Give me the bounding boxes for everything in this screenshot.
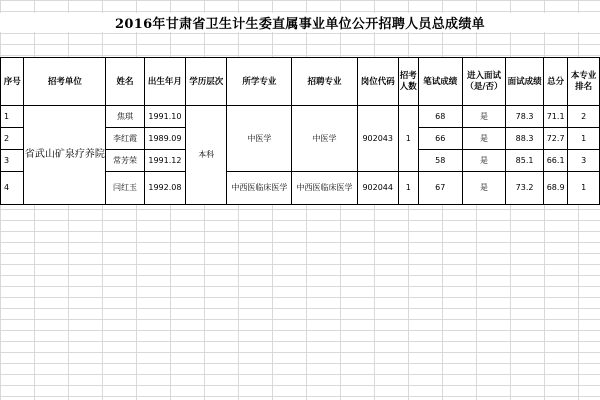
cell-rank: 1 — [568, 128, 600, 150]
cell-enter-interview: 是 — [462, 128, 506, 150]
cell-birth: 1991.10 — [144, 106, 185, 128]
header-row — [1, 58, 600, 106]
header-total: 总分 — [543, 58, 567, 106]
cell-name: 常芳荣 — [106, 150, 145, 172]
cell-interview-score: 88.3 — [506, 128, 544, 150]
cell-post-code: 902044 — [357, 172, 398, 205]
cell-interview-score: 78.3 — [506, 106, 544, 128]
header-quota: 招考人数 — [398, 58, 418, 106]
header-unit: 招考单位 — [24, 58, 106, 106]
header-post-code: 岗位代码 — [357, 58, 398, 106]
cell-quota: 1 — [398, 106, 418, 172]
cell-seq: 2 — [1, 128, 24, 150]
cell-interview-score: 73.2 — [506, 172, 544, 205]
header-enter-interview: 进入面试（是/否） — [462, 58, 506, 106]
page-title: 2016年甘肃省卫生计生委直属事业单位公开招聘人员总成绩单 — [0, 13, 600, 32]
header-education: 学历层次 — [186, 58, 227, 106]
header-interview-score: 面试成绩 — [506, 58, 544, 106]
cell-major: 中医学 — [227, 106, 292, 172]
header-major: 所学专业 — [227, 58, 292, 106]
header-seq: 序号 — [1, 58, 24, 106]
cell-seq: 1 — [1, 106, 24, 128]
cell-total: 72.7 — [543, 128, 567, 150]
cell-name: 焦琪 — [106, 106, 145, 128]
header-job-major: 招聘专业 — [292, 58, 357, 106]
cell-total: 66.1 — [543, 150, 567, 172]
cell-quota: 1 — [398, 172, 418, 205]
cell-enter-interview: 是 — [462, 150, 506, 172]
cell-birth: 1991.12 — [144, 150, 185, 172]
cell-rank: 2 — [568, 106, 600, 128]
cell-seq: 3 — [1, 150, 24, 172]
cell-birth: 1992.08 — [144, 172, 185, 205]
cell-interview-score: 85.1 — [506, 150, 544, 172]
cell-written-score: 67 — [418, 172, 462, 205]
cell-rank: 3 — [568, 150, 600, 172]
header-name: 姓名 — [106, 58, 145, 106]
table-row — [1, 106, 600, 128]
cell-seq: 4 — [1, 172, 24, 205]
cell-name: 闫红玉 — [106, 172, 145, 205]
header-birth: 出生年月 — [144, 58, 185, 106]
cell-major: 中西医临床医学 — [227, 172, 292, 205]
score-table — [0, 57, 600, 205]
cell-total: 71.1 — [543, 106, 567, 128]
cell-post-code: 902043 — [357, 106, 398, 172]
cell-rank: 1 — [568, 172, 600, 205]
cell-job-major: 中西医临床医学 — [292, 172, 357, 205]
cell-written-score: 66 — [418, 128, 462, 150]
cell-birth: 1989.09 — [144, 128, 185, 150]
cell-total: 68.9 — [543, 172, 567, 205]
header-written-score: 笔试成绩 — [418, 58, 462, 106]
header-rank: 本专业排名 — [568, 58, 600, 106]
cell-written-score: 58 — [418, 150, 462, 172]
cell-unit: 省武山矿泉疗养院 — [24, 106, 106, 205]
cell-education: 本科 — [186, 106, 227, 205]
cell-enter-interview: 是 — [462, 106, 506, 128]
cell-name: 李红霞 — [106, 128, 145, 150]
cell-enter-interview: 是 — [462, 172, 506, 205]
cell-job-major: 中医学 — [292, 106, 357, 172]
cell-written-score: 68 — [418, 106, 462, 128]
